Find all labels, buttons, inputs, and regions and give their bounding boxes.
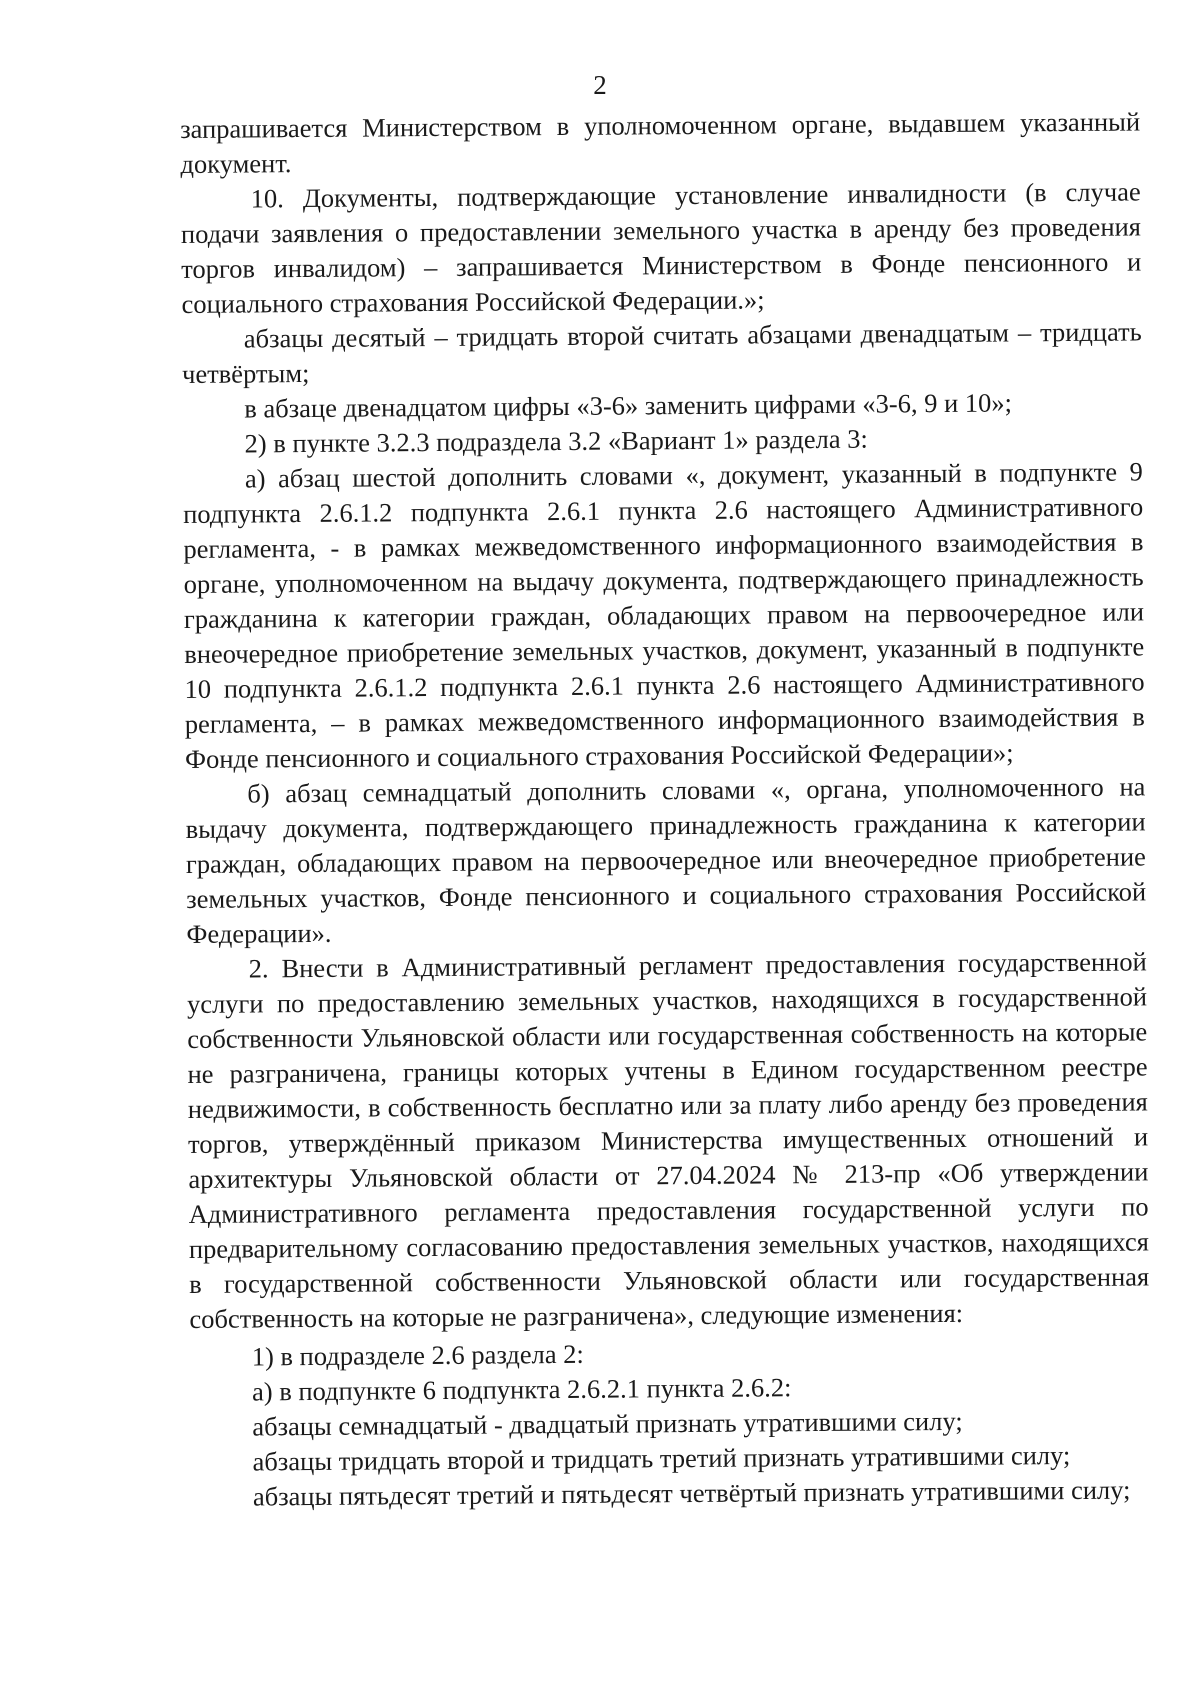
paragraph-renumber: абзацы десятый – тридцать второй считать абзацами двенадцатым – тридцать четвёртым; (181, 316, 1142, 389)
page-number: 2 (593, 70, 607, 100)
paragraph-section-2: 2. Внести в Административный регламент предоставления государственной услуги по предоставлению земельных участков, находящихся в государственной собственности Ульяновской области или государственная собственность на которые не разграничена, границы которых учтены в Едином государственном реестре недвижимости, в собственность бесплатно или за плату либо аренду без проведения торгов, утверждённый приказом Министерства имущественных отношений и архитектуры Ульяновской области от 27.04.2024 № 213-пр «Об утверждении Административного регламента предоставления государственной услуги по предварительному согласованию предоставления земельных участков, находящихся в государственной собственности Ульяновской области или государственная собственность на которые не разграничена», следующие изменения: (186, 946, 1150, 1334)
paragraph-repeal-2: абзацы тридцать второй и тридцать третий признать утратившими силу; (252, 1440, 1071, 1477)
paragraph-item-10: 10. Документы, подтверждающие установление инвалидности (в случае подачи заявления о предоставлении земельного участка в аренду без проведения торгов инвалидом) – запрашивается Министерством в Фонде пенсионного и социального страхования Российской Федерации.»; (180, 176, 1142, 319)
paragraph-repeal-3: абзацы пятьдесят третий и пятьдесят четвёртый признать утратившими силу; (252, 1474, 1131, 1512)
paragraph-sub-b: б) абзац семнадцатый дополнить словами «, органа, уполномоченного на выдачу документа, подтверждающего принадлежность гражданина к категории граждан, обладающих правом на первоочередное или внеочередное приобретение земельных участков, Фонде пенсионного и социального страхования Российской Федерации». (185, 771, 1147, 949)
document-body (180, 104, 1151, 1514)
paragraph-repeal-1: абзацы семнадцатый - двадцатый признать утратившими силу; (252, 1405, 963, 1442)
paragraph-continuation: запрашивается Министерством в уполномоченном органе, выдавшем указанный документ. (180, 106, 1141, 179)
paragraph-subsection-1: 1) в подразделе 2.6 раздела 2: (251, 1338, 584, 1372)
paragraph-sub-a: а) абзац шестой дополнить словами «, документ, указанный в подпункте 9 подпункта 2.6.1.2 подпункта 2.6.1 пункта 2.6 настоящего Административного регламента, - в рамках межведомственного информационного взаимодействия в органе, уполномоченном на выдачу документа, подтверждающего принадлежность гражданина к категории граждан, обладающих правом на первоочередное или внеочередное приобретение земельных участков, документ, указанный в подпункте 10 подпункта 2.6.1.2 подпункта 2.6.1 пункта 2.6 настоящего Административного регламента, – в рамках межведомственного информационного взаимодействия в Фонде пенсионного и социального страхования Российской Федерации»; (183, 456, 1145, 774)
paragraph-point-2: 2) в пункте 3.2.3 подраздела 3.2 «Вариант 1» раздела 3: (244, 423, 868, 459)
paragraph-subpoint-a: а) в подпункте 6 подпункта 2.6.2.1 пункта 2.6.2: (251, 1372, 792, 1407)
paragraph-replace-digits: в абзаце двенадцатом цифры «3-6» заменить цифрами «3-6, 9 и 10»; (244, 387, 1013, 424)
